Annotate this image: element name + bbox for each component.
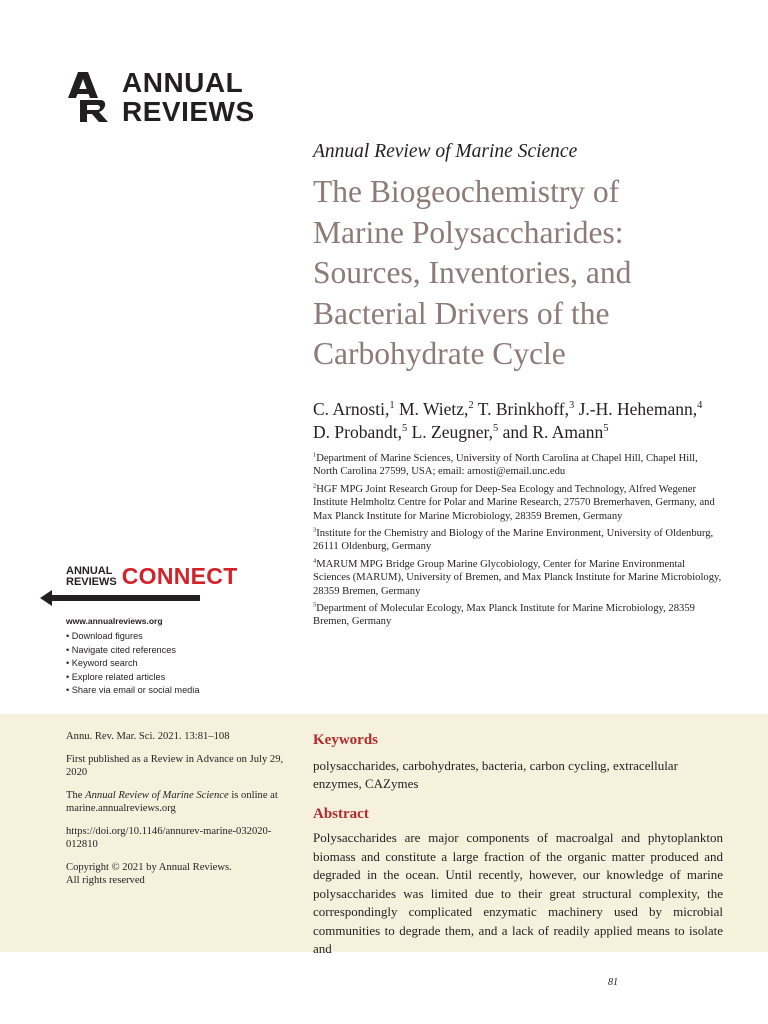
connect-small-line: REVIEWS xyxy=(66,575,117,588)
author-line xyxy=(313,398,733,421)
connect-small-line: ANNUAL xyxy=(66,565,113,577)
author-sup: 5 xyxy=(603,423,609,435)
list-item: • Explore related articles xyxy=(66,671,220,685)
left-arrow-icon xyxy=(40,590,200,606)
title-line: Sources, Inventories, and xyxy=(313,255,632,290)
abstract-heading: Abstract xyxy=(313,806,369,822)
annual-reviews-connect xyxy=(40,563,238,698)
affiliation xyxy=(313,483,723,523)
author-name: L. Zeugner, xyxy=(407,422,493,442)
copyright-line: Copyright © 2021 by Annual Reviews. xyxy=(66,861,232,873)
title-line: Marine Polysaccharides: xyxy=(313,214,624,250)
connect-url[interactable]: www.annualreviews.org xyxy=(66,616,163,626)
author-name: M. Wietz, xyxy=(394,399,469,419)
affiliation-text: MARUM MPG Bridge Group Marine Glycobiology, Center for Marine Environmental Sciences (MARUM), University of Bremen, and Max Planck Institute for Marine Microbiology, 28359 Bremen, Germany xyxy=(313,558,722,597)
affiliation-text: Institute for the Chemistry and Biology of the Marine Environment, University of Oldenburg, 26111 Oldenburg, Germany xyxy=(313,528,714,553)
connect-feature-list xyxy=(66,630,220,698)
copyright xyxy=(66,861,286,888)
title-line: Carbohydrate Cycle xyxy=(313,336,566,371)
title-line: Bacterial Drivers of the xyxy=(313,295,610,331)
keywords-heading: Keywords xyxy=(313,732,378,748)
logo-line-reviews: REVIEWS xyxy=(122,96,255,127)
affiliation xyxy=(313,558,723,598)
affiliation xyxy=(313,452,723,479)
author-name: C. Arnosti, xyxy=(313,399,390,419)
affiliation-sup: 2 xyxy=(313,482,317,490)
connect-header xyxy=(40,563,238,589)
list-item: • Share via email or social media xyxy=(66,684,220,698)
logo-line-annual: ANNUAL xyxy=(122,67,244,98)
online-note xyxy=(66,789,286,816)
affiliations xyxy=(313,452,723,633)
connect-big-label: CONNECT xyxy=(121,563,238,589)
affiliation-text: Department of Marine Sciences, University of North Carolina at Chapel Hill, Chapel Hill, North Carolina 27599, USA; email: arnosti@email.unc.edu xyxy=(313,453,698,478)
author-name: and R. Amann xyxy=(498,422,604,442)
author-sup: 5 xyxy=(493,423,499,435)
online-note-post: is online at marine.annualreviews.org xyxy=(66,789,278,814)
online-note-journal: Annual Review of Marine Science xyxy=(85,789,229,801)
author-name: T. Brinkhoff, xyxy=(473,399,569,419)
annual-reviews-logo xyxy=(66,68,255,126)
affiliation-sup: 4 xyxy=(313,557,317,565)
author-list xyxy=(313,398,733,444)
author-sup: 2 xyxy=(468,400,474,412)
doi-link[interactable]: https://doi.org/10.1146/annurev-marine-032020-012810 xyxy=(66,825,272,850)
author-line xyxy=(313,421,733,444)
title-line: The Biogeochemistry of xyxy=(313,174,620,209)
rights-line: All rights reserved xyxy=(66,875,145,886)
author-name: D. Probandt, xyxy=(313,422,402,442)
author-sup: 1 xyxy=(389,400,395,412)
affiliation xyxy=(313,527,723,554)
affiliation-sup: 5 xyxy=(313,601,317,609)
page-number: 81 xyxy=(608,977,618,988)
publication-date: First published as a Review in Advance on July 29, 2020 xyxy=(66,753,284,778)
author-name: J.-H. Hehemann, xyxy=(574,399,698,419)
author-sup: 3 xyxy=(568,400,575,412)
online-note-pre: The xyxy=(66,789,86,801)
article-info-sidebar xyxy=(66,730,286,897)
author-sup: 4 xyxy=(697,400,703,412)
affiliation-text: Department of Molecular Ecology, Max Planck Institute for Marine Microbiology, 28359 Bremen, Germany xyxy=(313,603,695,628)
abstract-text: Polysaccharides are major components of macroalgal and phytoplankton biomass and constitute a large fraction of the organic matter produced and degraded in the ocean. Until recently, however, our knowledge of marine polysaccharides was limited due to their great structural complexity, the correspondingly complicated enzymatic machinery used by microbial communities to degrade them, and a lack of readily applied means to isolate and xyxy=(313,830,723,956)
list-item: • Keyword search xyxy=(66,657,220,671)
journal-name: Annual Review of Marine Science xyxy=(313,141,578,162)
author-sup: 5 xyxy=(401,423,408,435)
article-title xyxy=(313,172,733,375)
affiliation-sup: 1 xyxy=(313,451,317,459)
affiliation xyxy=(313,602,723,629)
citation: Annu. Rev. Mar. Sci. 2021. 13:81–108 xyxy=(66,731,230,742)
list-item: • Navigate cited references xyxy=(66,644,220,658)
ar-monogram-icon xyxy=(66,70,118,124)
connect-small-label xyxy=(66,566,117,587)
affiliation-text: HGF MPG Joint Research Group for Deep-Sea Ecology and Technology, Alfred Wegener Institute Helmholtz Centre for Polar and Marine Research, 27570 Bremerhaven, Germany, and Max Planck Institute for Marine Microbiology, 28359 Bremen, Germany xyxy=(313,483,715,522)
list-item: • Download figures xyxy=(66,630,220,644)
affiliation-sup: 3 xyxy=(313,526,317,534)
keywords-text: polysaccharides, carbohydrates, bacteria, carbon cycling, extracellular enzymes, CAZymes xyxy=(313,758,678,791)
